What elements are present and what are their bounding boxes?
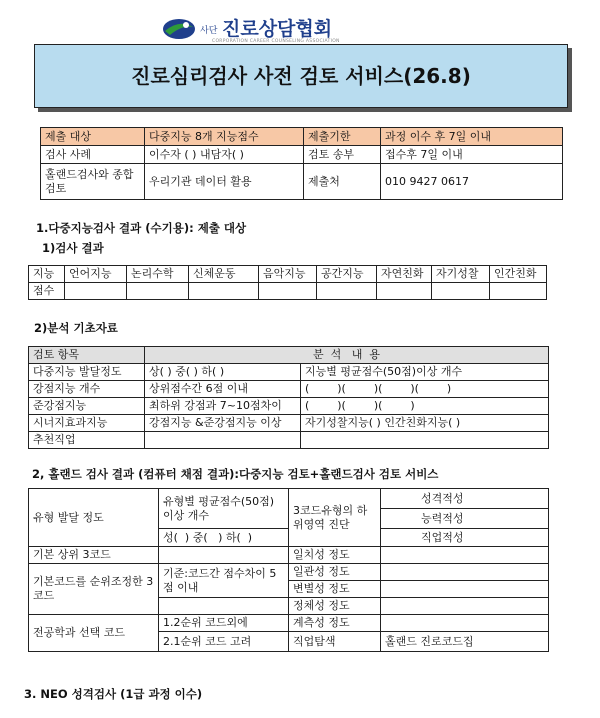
logo-prefix: 사단: [200, 26, 218, 36]
score-cell[interactable]: [377, 283, 432, 300]
logo-mark-icon: [162, 17, 196, 41]
holland-coherence-label: 일관성 정도: [289, 564, 381, 581]
analysis-item: 추천직업: [29, 432, 145, 449]
banner-title: 진로심리검사 사전 검토 서비스(26.8): [131, 64, 471, 88]
info-value-send: 접수후 7일 이내: [381, 146, 563, 164]
col-bodily: 신체운동: [189, 266, 259, 283]
holland-coherence-value[interactable]: [381, 564, 549, 581]
analysis-content: 상( ) 중( ) 하( ): [145, 364, 301, 381]
score-cell[interactable]: [259, 283, 317, 300]
holland-aptitude-personality: 성격적성: [381, 489, 549, 509]
logo-subtitle: CORPORATION CAREER COUNSELING ASSOCIATION: [212, 39, 340, 44]
info-value-where: 010 9427 0617: [381, 164, 563, 200]
col-intrapersonal: 자기성찰: [432, 266, 490, 283]
analysis-item: 준강점지능: [29, 398, 145, 415]
info-value-deadline: 과정 이수 후 7일 이내: [381, 128, 563, 146]
info-label-case: 검사 사례: [41, 146, 145, 164]
score-header-row: [29, 266, 547, 283]
analysis-content: 최하위 강점과 7~10점차이: [145, 398, 301, 415]
holland-major-rank2: 2.1순위 코드 고려: [159, 632, 289, 652]
holland-row: [29, 615, 549, 632]
score-cell[interactable]: [490, 283, 547, 300]
analysis-detail: 자기성찰지능( ) 인간친화지능( ): [301, 415, 549, 432]
col-naturalist: 자연친화: [377, 266, 432, 283]
holland-differentiation-label: 변별성 정도: [289, 581, 381, 598]
score-cell[interactable]: [189, 283, 259, 300]
holland-consistency-value[interactable]: [381, 547, 549, 564]
intelligence-score-table: [28, 265, 547, 300]
analysis-head-content: 분 석 내 용: [145, 347, 549, 364]
info-value-target: 다중지능 8개 지능점수: [145, 128, 304, 146]
score-cell[interactable]: [432, 283, 490, 300]
analysis-content: 강점지능 &준강점지능 이상: [145, 415, 301, 432]
analysis-header-row: [29, 347, 549, 364]
holland-level: 성( ) 중( ) 하( ): [159, 529, 289, 547]
score-label: 점수: [29, 283, 65, 300]
holland-major-rank1: 1.2순위 코드외에: [159, 615, 289, 632]
analysis-item: 강점지능 개수: [29, 381, 145, 398]
info-value-case: 이수자 ( ) 내담자( ): [145, 146, 304, 164]
holland-row: [29, 489, 549, 509]
col-intelligence: 지능: [29, 266, 65, 283]
holland-differentiation-value[interactable]: [381, 581, 549, 598]
analysis-table: [28, 346, 549, 449]
holland-subdomain: 3코드유형의 하위영역 진단: [289, 489, 381, 547]
analysis-detail: ( )( )( )( ): [301, 381, 549, 398]
logo-name: 진로상담협회: [222, 18, 333, 40]
info-label-holland: 홀랜드검사와 종합 검토: [41, 164, 145, 200]
info-label-deadline: 제출기한: [304, 128, 381, 146]
holland-top3: 기본 상위 3코드: [29, 547, 159, 564]
info-row-case: [41, 146, 563, 164]
holland-codebook: 홀랜드 진로코드집: [381, 632, 549, 652]
info-label-target: 제출 대상: [41, 128, 145, 146]
holland-row: [29, 547, 549, 564]
holland-job-search: 직업탐색: [289, 632, 381, 652]
analysis-row: [29, 364, 549, 381]
holland-table: [28, 488, 549, 652]
analysis-detail: 지능별 평균점수(50점)이상 개수: [301, 364, 549, 381]
col-logical: 논리수학: [127, 266, 189, 283]
score-value-row: [29, 283, 547, 300]
analysis-detail: ( )( )( ): [301, 398, 549, 415]
score-cell[interactable]: [317, 283, 377, 300]
info-row-holland: [41, 164, 563, 200]
analysis-row: [29, 415, 549, 432]
info-row-submit: [41, 128, 563, 146]
analysis-row: [29, 381, 549, 398]
holland-aptitude-job: 직업적성: [381, 529, 549, 547]
section2-heading: 2, 홀랜드 검사 결과 (컴퓨터 채점 결과):다중지능 검토+홀랜드검사 검토 서비스: [32, 467, 439, 481]
analysis-content: 상위점수간 6점 이내: [145, 381, 301, 398]
holland-identity-label: 정체성 정도: [289, 598, 381, 615]
section1-sub2: 2)분석 기초자료: [34, 321, 118, 335]
analysis-content: [145, 432, 301, 449]
holland-row: [29, 564, 549, 581]
section1-sub: 1)검사 결과: [42, 241, 104, 255]
col-musical: 음악지능: [259, 266, 317, 283]
analysis-head-item: 검토 항목: [29, 347, 145, 364]
holland-adjusted-blank[interactable]: [159, 598, 289, 615]
holland-major: 전공학과 선택 코드: [29, 615, 159, 652]
info-label-send: 검토 송부: [304, 146, 381, 164]
analysis-item: 시너지효과지능: [29, 415, 145, 432]
holland-development: 유형 발달 정도: [29, 489, 159, 547]
holland-consistency-label: 일치성 정도: [289, 547, 381, 564]
info-table: [40, 127, 563, 200]
score-cell[interactable]: [65, 283, 127, 300]
holland-identity-value[interactable]: [381, 598, 549, 615]
holland-calculus-value[interactable]: [381, 615, 549, 632]
section1-heading: 1.다중지능검사 결과 (수기용): 제출 대상: [36, 221, 247, 235]
holland-calculus-label: 계측성 정도: [289, 615, 381, 632]
analysis-detail: [301, 432, 549, 449]
title-banner: [34, 44, 568, 108]
holland-adjusted-criteria: 기준:코드간 점수차이 5점 이내: [159, 564, 289, 598]
logo: [150, 12, 400, 46]
info-label-where: 제출처: [304, 164, 381, 200]
analysis-row: [29, 432, 549, 449]
holland-average: 유형별 평균점수(50점)이상 개수: [159, 489, 289, 529]
holland-adjusted: 기본코드를 순위조정한 3코드: [29, 564, 159, 615]
col-spatial: 공간지능: [317, 266, 377, 283]
holland-aptitude-ability: 능력적성: [381, 509, 549, 529]
analysis-item: 다중지능 발달정도: [29, 364, 145, 381]
col-interpersonal: 인간친화: [490, 266, 547, 283]
info-value-holland: 우리기관 데이터 활용: [145, 164, 304, 200]
holland-top3-value[interactable]: [159, 547, 289, 564]
score-cell[interactable]: [127, 283, 189, 300]
section3-heading: 3. NEO 성격검사 (1급 과정 이수): [24, 687, 203, 701]
analysis-row: [29, 398, 549, 415]
col-linguistic: 언어지능: [65, 266, 127, 283]
